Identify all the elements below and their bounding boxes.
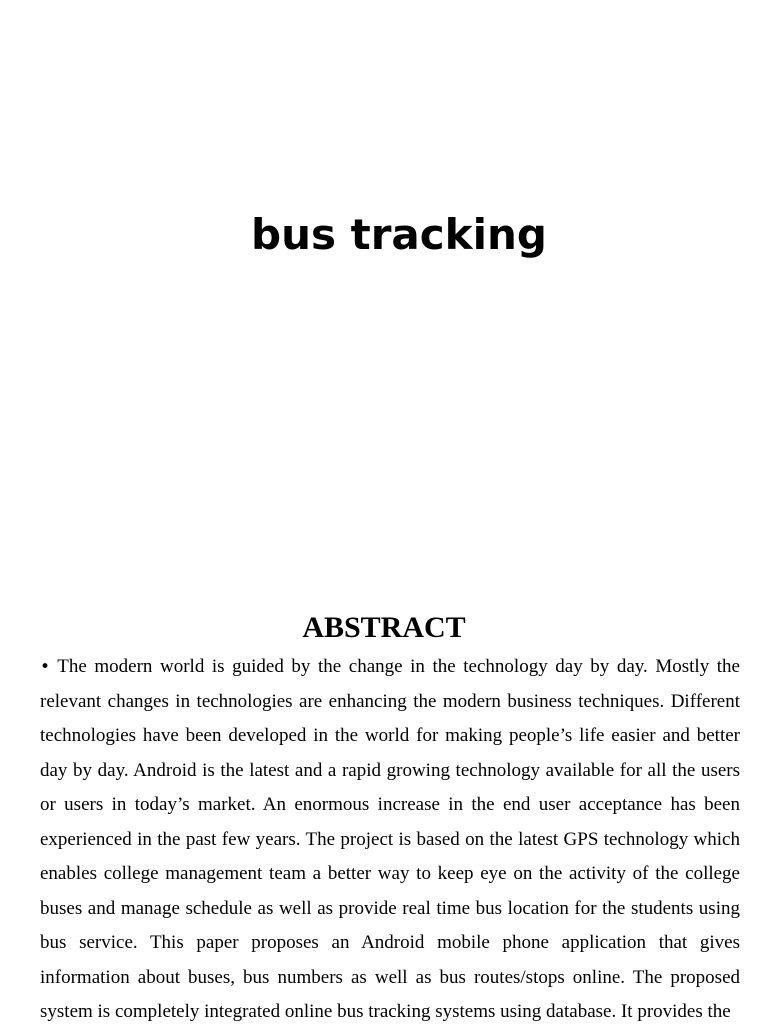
document-title: bus tracking — [251, 210, 547, 259]
abstract-heading: ABSTRACT — [302, 611, 466, 644]
abstract-text: The modern world is guided by the change in the technology day by day. Mostly the relevant changes in technologies are enhancing the modern business techniques. Different technologies have been developed in the world for making people’s life easier and better day by day. Android is the latest and a rapid growing technology available for all the users or users in today’s market. An enormous increase in the end user acceptance has been experienced in the past few years. The project is based on the latest GPS technology which enables college management team a better way to keep eye on the activity of the college buses and manage schedule as well as provide real time bus location for the students using bus service. This paper proposes an Android mobile phone application that gives information about buses, bus numbers as well as bus routes/stops online. The proposed system is completely integrated online bus tracking systems using database. It provides the — [40, 656, 740, 1022]
bullet-icon: • — [40, 657, 51, 677]
abstract-paragraph — [40, 650, 740, 1024]
